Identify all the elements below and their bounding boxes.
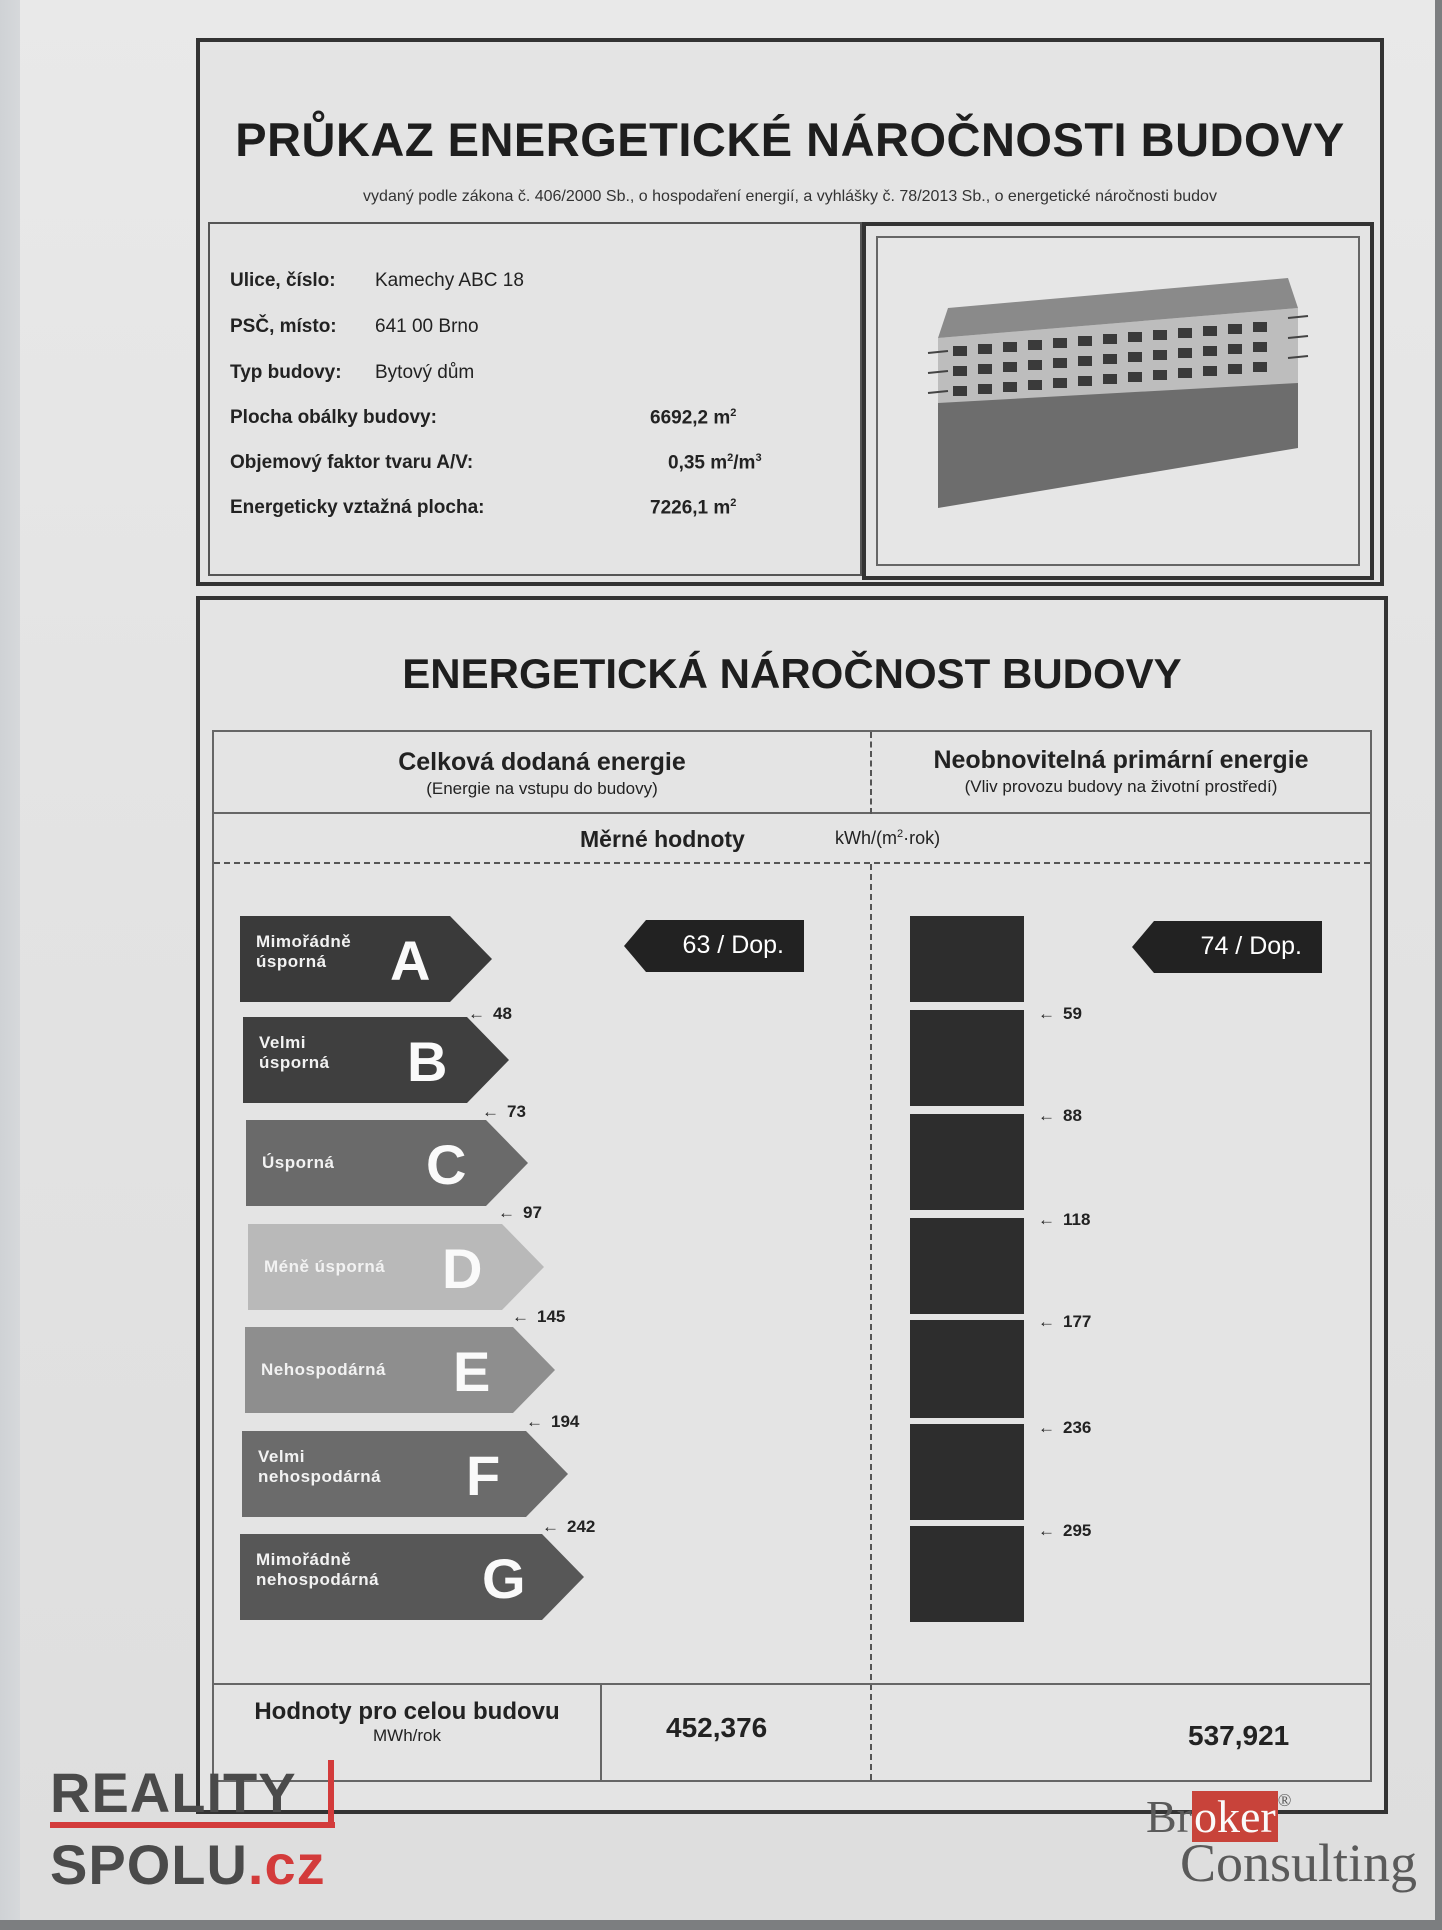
right-column-header (872, 746, 1370, 797)
right-threshold-3: ← 118 (1038, 1210, 1091, 1229)
right-indicator (1132, 921, 1322, 973)
reality-spolu-logo (50, 1760, 340, 1930)
type-row (230, 362, 475, 384)
left-head-title: Celková dodaná energie (398, 748, 686, 776)
certificate-header-box (196, 38, 1384, 586)
right-threshold-1: ← 59 (1038, 1004, 1082, 1023)
right-threshold-6: ← 295 (1038, 1521, 1092, 1540)
right-threshold-5: ← 236 (1038, 1418, 1092, 1437)
energy-class-f-letter: F (466, 1444, 501, 1507)
totals-column-divider (600, 1683, 602, 1780)
units-label: kWh/$(m^2\cdot rok)$ (835, 828, 941, 848)
energy-class-c-label: Úsporná (262, 1153, 335, 1172)
envelope-value: 6692,2 $m^2$ (650, 407, 737, 429)
totals-unit: MWh/rok (373, 1726, 441, 1745)
type-label: Typ budovy: (230, 362, 342, 383)
totals-title: Hodnoty pro celou budovu (254, 1698, 560, 1725)
energy-performance-box (196, 596, 1388, 1814)
energy-class-b-label: Velmi úsporná (259, 1033, 330, 1072)
area-label: Energeticky vztažná plocha: (230, 497, 485, 518)
left-threshold-6: ← 242 (542, 1517, 596, 1536)
right-indicator-value: 74 / Dop. (1200, 932, 1302, 960)
energy-class-a-letter: A (390, 929, 431, 992)
building-photo-frame (862, 222, 1374, 580)
area-value: 7226,1 $m^2$ (650, 497, 737, 519)
header-divider (212, 812, 1372, 814)
energy-class-f-label: Velmi nehospodárná (258, 1447, 382, 1486)
energy-class-b (243, 1017, 509, 1103)
energy-class-e (245, 1327, 555, 1413)
left-threshold-1: ← 48 (468, 1004, 512, 1023)
left-indicator (624, 920, 804, 972)
logo-word-spolu: SPOLU.cz (50, 1833, 326, 1896)
energy-class-g-letter: G (482, 1547, 526, 1610)
logo-word-consulting: Consulting (1180, 1833, 1418, 1893)
totals-divider (212, 1683, 1372, 1685)
performance-title: ENERGETICKÁ NÁROČNOST BUDOVY (402, 650, 1182, 697)
type-value: Bytový dům (375, 362, 475, 383)
street-value: Kamechy ABC 18 (375, 270, 524, 291)
area-row (230, 497, 737, 519)
left-threshold-4: ← 145 (512, 1307, 566, 1326)
totals-label (214, 1698, 600, 1746)
document-sheet (20, 0, 1435, 1920)
energy-class-g-label: Mimořádně nehospodárná (256, 1550, 380, 1589)
broker-consulting-logo (1140, 1790, 1440, 1900)
specific-values-label: Měrné hodnoty (580, 826, 745, 852)
building-illustration (878, 238, 1358, 564)
table-top-border (212, 730, 1372, 732)
right-head-subtitle: (Vliv provozu budovy na životní prostředí) (964, 777, 1278, 796)
column-divider (870, 864, 872, 1780)
left-head-subtitle: (Energie na vstupu do budovy) (426, 779, 658, 798)
volume-row (230, 452, 762, 474)
energy-class-c-letter: C (426, 1133, 467, 1196)
table-left-border (212, 730, 214, 1782)
energy-class-a (240, 916, 492, 1002)
energy-class-f (242, 1431, 568, 1517)
right-threshold-2: ← 88 (1038, 1106, 1082, 1125)
envelope-row (230, 407, 737, 429)
volume-value: 0,35 $m^2/m^3$ (668, 452, 762, 474)
left-indicator-value: 63 / Dop. (682, 931, 784, 959)
energy-class-a-label: Mimořádně úsporná (256, 932, 352, 971)
left-threshold-5: ← 194 (526, 1412, 580, 1431)
table-right-border (1370, 730, 1372, 1782)
left-column-header (214, 748, 870, 799)
street-label: Ulice, číslo: (230, 270, 336, 291)
energy-class-b-letter: B (407, 1030, 448, 1093)
total-delivered-energy: 452,376 (666, 1712, 768, 1743)
logo-word-broker: Broker ® (1146, 1790, 1292, 1842)
primary-energy-block-7 (910, 1526, 1024, 1622)
logo-word-reality: REALITY (50, 1761, 297, 1824)
left-threshold-2: ← 73 (482, 1102, 526, 1121)
energy-class-d-letter: D (442, 1237, 483, 1300)
envelope-label: Plocha obálky budovy: (230, 407, 437, 428)
psc-row (230, 316, 479, 338)
document-title: PRŮKAZ ENERGETICKÉ NÁROČNOSTI BUDOVY (235, 113, 1345, 166)
left-threshold-3: ← 97 (498, 1203, 542, 1222)
logo-red-bar-vertical (328, 1760, 334, 1826)
energy-class-e-letter: E (453, 1340, 491, 1403)
energy-class-d-label: Méně úsporná (264, 1257, 386, 1276)
primary-energy-block-6 (910, 1424, 1024, 1520)
document-subtitle: vydaný podle zákona č. 406/2000 Sb., o hospodaření energií, a vyhlášky č. 78/2013 Sb., o energetické náročnosti budov (363, 188, 1217, 205)
right-threshold-4: ← 177 (1038, 1312, 1092, 1331)
right-head-title: Neobnovitelná primární energie (933, 746, 1309, 774)
building-info-panel (208, 222, 862, 576)
energy-class-c (246, 1120, 528, 1206)
primary-energy-block-1 (910, 916, 1024, 1002)
primary-energy-block-4 (910, 1218, 1024, 1314)
psc-value: 641 00 Brno (375, 316, 479, 337)
primary-energy-block-5 (910, 1320, 1024, 1418)
volume-label: Objemový faktor tvaru A/V: (230, 452, 474, 473)
energy-class-d (248, 1224, 544, 1310)
building-photo (876, 236, 1360, 566)
total-primary-energy: 537,921 (1188, 1720, 1290, 1751)
primary-energy-block-3 (910, 1114, 1024, 1210)
primary-energy-block-2 (910, 1010, 1024, 1106)
street-row (230, 270, 524, 292)
units-divider (214, 862, 1370, 864)
table-bottom-border (212, 1780, 1372, 1782)
energy-class-g (240, 1534, 584, 1620)
energy-class-e-label: Nehospodárná (261, 1360, 387, 1379)
psc-label: PSČ, místo: (230, 316, 337, 337)
